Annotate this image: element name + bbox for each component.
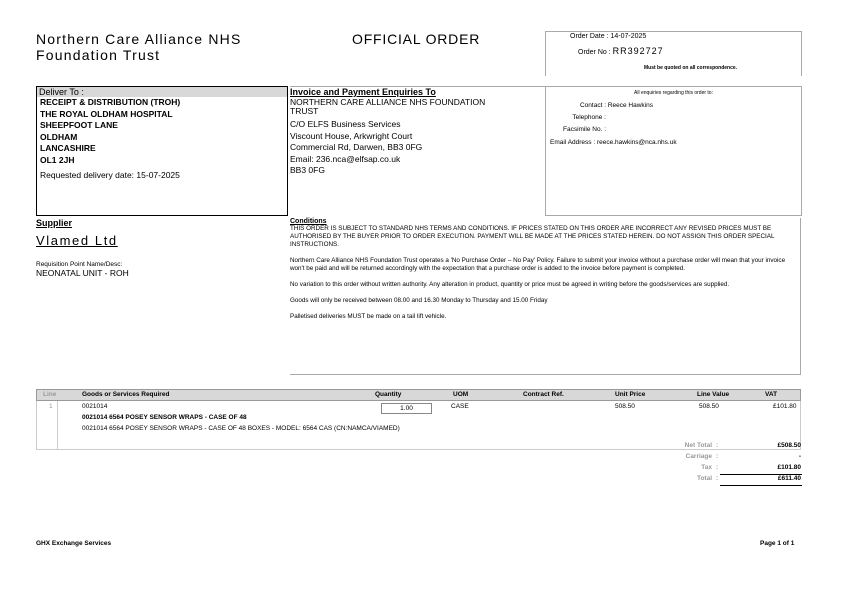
- conditions-box: [290, 218, 801, 375]
- total-underline: [720, 485, 802, 486]
- order-info-box: [545, 31, 802, 76]
- order-date-value: 14-07-2025: [610, 33, 647, 40]
- telephone-label: Telephone :: [572, 114, 606, 121]
- requisition-point-value: NEONATAL UNIT - ROH: [36, 268, 129, 278]
- conditions-heading: Conditions: [290, 218, 327, 225]
- carriage-value: -: [798, 453, 801, 460]
- col-goods: Goods or Services Required: [82, 391, 170, 398]
- supplier-name: Vlamed Ltd: [36, 233, 118, 248]
- col-contract: Contract Ref.: [523, 391, 564, 398]
- total-row: [620, 475, 802, 486]
- carriage-row: [620, 453, 802, 464]
- supplier-heading: Supplier: [36, 218, 73, 228]
- organisation-name: [36, 31, 242, 63]
- invoice-address-line: Viscount House, Arkwright Court: [290, 130, 413, 141]
- deliver-to-box: [36, 86, 288, 216]
- invoice-address-line: Email: 236.nca@elfsap.co.uk: [290, 153, 401, 164]
- separator-colon: :: [716, 453, 719, 460]
- row-vat: £101.80: [773, 403, 797, 410]
- total-label: Total: [696, 475, 712, 482]
- deliver-address-line: OL1 2JH: [40, 154, 75, 165]
- deliver-address-line: SHEEPFOOT LANE: [40, 120, 118, 130]
- col-line-value: Line Value: [697, 391, 730, 398]
- deliver-address-line: RECEIPT & DISTRIBUTION (TROH): [40, 97, 181, 107]
- conditions-paragraph: Goods will only be received between 08.00 and 16.30 Monday to Thursday and 15.00 Friday: [290, 297, 548, 304]
- deliver-address-line: LANCASHIRE: [40, 143, 96, 153]
- order-note: Must be quoted on all correspondence.: [644, 65, 738, 71]
- conditions-paragraph: Northern Care Alliance NHS Foundation Trust operates a 'No Purchase Order – No Pay' Policy. Failure to submit your invoice without a purchase order will mean that your invoice won't be paid and will be returned accordingly with the expectation that a purchase order is added to the invoice before payment is completed.: [290, 257, 786, 272]
- totals-block: [620, 442, 802, 486]
- invoice-address-line: NORTHERN CARE ALLIANCE NHS FOUNDATION: [290, 97, 486, 107]
- deliver-to-heading: Deliver To :: [37, 87, 287, 97]
- requested-delivery-label: Requested delivery date:: [40, 170, 135, 180]
- invoice-address-line: TRUST: [290, 106, 319, 116]
- invoice-heading: Invoice and Payment Enquiries To: [290, 87, 436, 97]
- net-total-label: Net Total: [684, 442, 712, 449]
- order-no-value: RR392727: [612, 46, 664, 56]
- order-lines-table: [36, 389, 801, 450]
- col-line: Line: [43, 391, 57, 398]
- row-description: 0021014 6564 POSEY SENSOR WRAPS - CASE OF 48: [82, 414, 247, 421]
- total-value: £611.40: [777, 475, 801, 482]
- row-code: 0021014: [82, 403, 108, 410]
- contact-label: Contact :: [579, 102, 606, 109]
- deliver-address: [37, 97, 287, 166]
- row-quantity: 1.00: [381, 403, 432, 414]
- separator-colon: :: [716, 464, 719, 471]
- col-uom: UOM: [453, 391, 469, 398]
- table-header: [36, 389, 801, 401]
- row-unit-price: 508.50: [615, 403, 635, 410]
- invoice-enquiries-box: [290, 86, 545, 215]
- net-total-row: [620, 442, 802, 453]
- document-title: OFFICIAL ORDER: [352, 31, 481, 47]
- footer-provider: GHX Exchange Services: [36, 540, 112, 547]
- col-quantity: Quantity: [375, 391, 402, 398]
- invoice-address: [290, 98, 545, 177]
- email-label: Email Address :: [550, 139, 596, 146]
- order-enquiries-box: [545, 86, 802, 216]
- conditions-paragraph: Palletised deliveries MUST be made on a tail lift vehicle.: [290, 313, 447, 320]
- tax-label: Tax: [701, 464, 712, 471]
- email-value: reece.hawkins@nca.nhs.uk: [596, 139, 677, 146]
- conditions-paragraph: No variation to this order without written authority. Any alteration in product, quantity or price must be agreed in writing before the goods/services are supplied.: [290, 281, 730, 288]
- organisation-name-line1: Northern Care Alliance NHS: [36, 31, 242, 47]
- requisition-point-label: Requisition Point Name/Desc:: [36, 261, 123, 268]
- deliver-address-line: THE ROYAL OLDHAM HOSPITAL: [40, 108, 173, 119]
- separator-colon: :: [716, 475, 719, 482]
- organisation-name-line2: Foundation Trust: [36, 47, 161, 63]
- invoice-address-line: BB3 0FG: [290, 165, 325, 175]
- conditions-paragraph: THIS ORDER IS SUBJECT TO STANDARD NHS TERMS AND CONDITIONS. IF PRICES STATED ON THIS ORDER ARE INCORRECT ANY REVISED PRICES MUST BE AUTHORISED BY THE BUYER PRIOR TO ORDER EXECUTION. PAYMENT WILL BE MADE AT THE PRICES STATED HEREIN. DO NOT ASSIGN THIS ORDER SPECIAL INSTRUCTIONS.: [290, 225, 775, 248]
- row-line-number: 1: [49, 403, 53, 410]
- fax-label: Facsimile No. :: [563, 126, 606, 133]
- separator-colon: :: [716, 442, 719, 449]
- invoice-address-line: C/O ELFS Business Services: [290, 119, 401, 129]
- row-uom: CASE: [451, 403, 469, 410]
- tax-row: [620, 464, 802, 475]
- col-unit-price: Unit Price: [615, 391, 646, 398]
- row-line-value: 508.50: [699, 403, 719, 410]
- order-no-label: Order No :: [578, 49, 611, 56]
- contact-value: Reece Hawkins: [607, 102, 653, 109]
- col-vat: VAT: [765, 391, 778, 398]
- order-date-label: Order Date :: [570, 33, 609, 40]
- invoice-address-line: Commercial Rd, Darwen, BB3 0FG: [290, 142, 423, 152]
- net-total-value: £508.50: [777, 442, 801, 449]
- column-divider: [57, 401, 58, 449]
- page-number: Page 1 of 1: [760, 540, 795, 547]
- requested-delivery: [37, 170, 287, 180]
- deliver-address-line: OLDHAM: [40, 131, 78, 142]
- tax-value: £101.80: [777, 464, 801, 471]
- requested-delivery-date: 15-07-2025: [136, 170, 180, 180]
- row-long-description: 0021014 6564 POSEY SENSOR WRAPS - CASE OF 48 BOXES - MODEL: 6564 CAS (CN:NAMCA/VIAMED): [82, 425, 400, 432]
- carriage-label: Carriage: [685, 453, 712, 460]
- enquiries-heading: All enquiries regarding this order to:: [634, 90, 713, 96]
